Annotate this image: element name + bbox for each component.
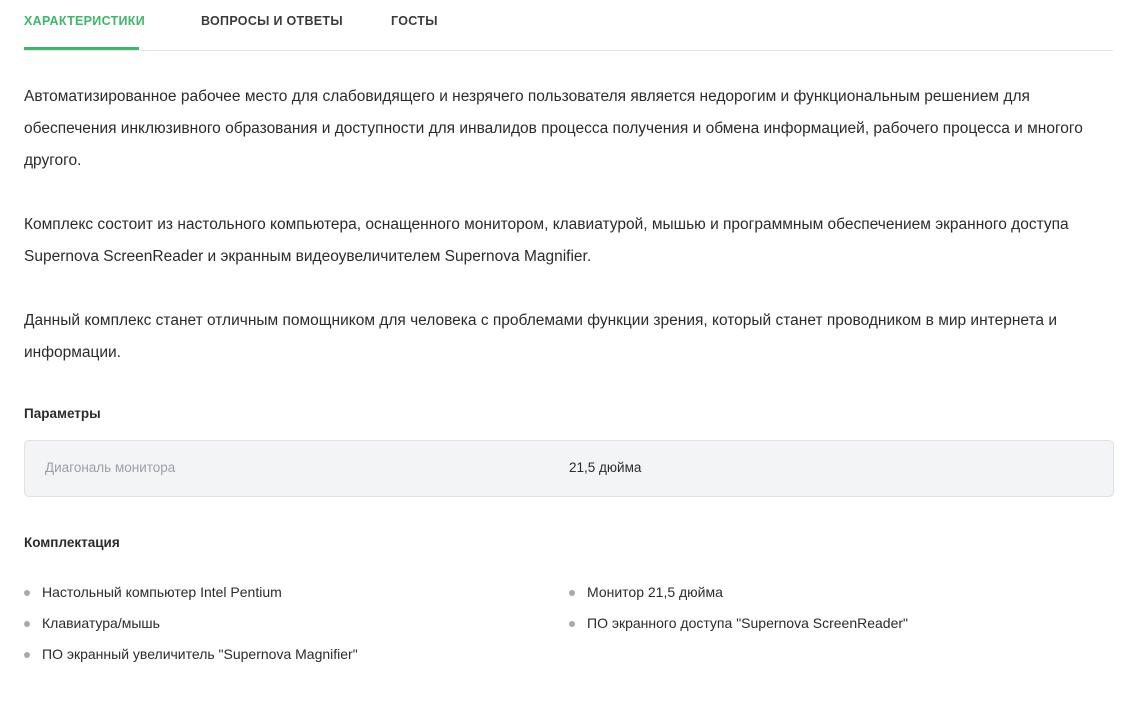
param-value-monitor-diagonal: 21,5 дюйма bbox=[569, 460, 642, 475]
bullet-icon bbox=[569, 621, 575, 627]
kit-item: ПО экранный увеличитель "Supernova Magnifier" bbox=[42, 646, 358, 662]
bullet-icon bbox=[24, 621, 30, 627]
kit-item: Монитор 21,5 дюйма bbox=[587, 584, 723, 600]
description-paragraph-3: Данный комплекс станет отличным помощником для человека с проблемами функции зрения, который станет проводником в мир интернета и информации. bbox=[24, 312, 1057, 361]
kit-title: Комплектация bbox=[24, 535, 120, 550]
description-paragraph-1: Автоматизированное рабочее место для слабовидящего и незрячего пользователя является недорогим и функциональным решением для обеспечения инклюзивного образования и доступности для инвалидов процесса получения и обмена информацией, рабочего процесса и многого другого. bbox=[24, 88, 1083, 169]
parameters-table bbox=[24, 440, 1114, 497]
active-tab-indicator bbox=[24, 47, 139, 50]
param-name-monitor-diagonal: Диагональ монитора bbox=[45, 460, 176, 475]
bullet-icon bbox=[569, 590, 575, 596]
kit-item: Клавиатура/мышь bbox=[42, 615, 160, 631]
parameters-title: Параметры bbox=[24, 406, 101, 421]
tab-questions-answers[interactable]: ВОПРОСЫ И ОТВЕТЫ bbox=[201, 14, 343, 28]
tab-bar bbox=[24, 0, 1113, 51]
kit-item: ПО экранного доступа "Supernova ScreenReader" bbox=[587, 615, 909, 631]
tab-characteristics[interactable]: ХАРАКТЕРИСТИКИ bbox=[24, 14, 146, 28]
tab-gosts[interactable]: ГОСТЫ bbox=[391, 14, 438, 28]
description-paragraph-2: Комплекс состоит из настольного компьютера, оснащенного монитором, клавиатурой, мышью и программным обеспечением экранного доступа Supernova ScreenReader и экранным видеоувеличителем Supernova Magnifier. bbox=[24, 216, 1069, 265]
bullet-icon bbox=[24, 590, 30, 596]
bullet-icon bbox=[24, 652, 30, 658]
kit-item: Настольный компьютер Intel Pentium bbox=[42, 584, 282, 600]
